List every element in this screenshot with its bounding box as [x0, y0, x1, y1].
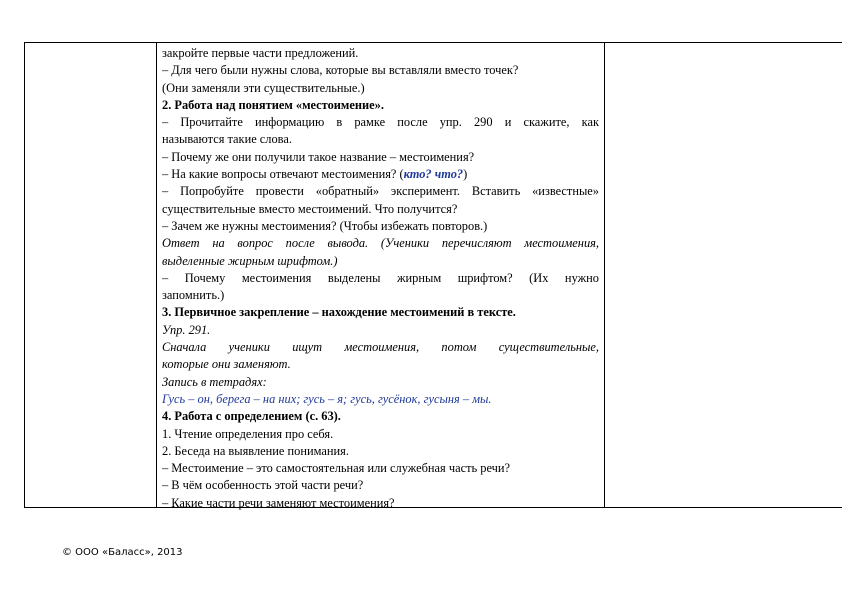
- copyright-footer: © ООО «Баласс», 2013: [62, 547, 183, 558]
- section-heading: 2. Работа над понятием «местоимение».: [162, 97, 384, 112]
- column-divider: [604, 43, 605, 507]
- lesson-content-cell: [162, 45, 599, 512]
- text-line: – Почему местоимения выделены жирным шрифтом? (Их нужно: [162, 270, 599, 285]
- text-line: – Прочитайте информацию в рамке после упр. 290 и скажите, как: [162, 115, 599, 130]
- text-segment: ): [463, 167, 468, 182]
- exercise-ref: Упр. 291.: [162, 322, 211, 337]
- section-heading: 3. Первичное закрепление – нахождение местоимений в тексте.: [162, 305, 516, 320]
- text-line: – В чём особенность этой части речи?: [162, 478, 364, 493]
- text-line: [162, 166, 599, 183]
- notebook-label: Запись в тетрадях:: [162, 374, 267, 389]
- text-line: 2. Беседа на выявление понимания.: [162, 443, 349, 458]
- text-line: 1. Чтение определения про себя.: [162, 426, 334, 441]
- question-words: кто? что?: [403, 167, 464, 182]
- teacher-note: Сначала ученики ищут местоимения, потом существительные,: [162, 340, 599, 355]
- notebook-record: Гусь – он, берега – на них; гусь – я; гусь, гусёнок, гусыня – мы.: [162, 391, 492, 406]
- section-heading: 4. Работа с определением (с. 63).: [162, 409, 341, 424]
- text-segment: – На какие вопросы отвечают местоимения? (: [162, 167, 404, 182]
- text-line: закройте первые части предложений.: [162, 46, 359, 60]
- text-line: существительные вместо местоимений. Что получится?: [162, 201, 458, 216]
- text-line: – Почему же они получили такое название – местоимения?: [162, 149, 475, 164]
- text-line: (Они заменяли эти существительные.): [162, 80, 365, 95]
- text-line: – Какие части речи заменяют местоимения?: [162, 495, 395, 510]
- teacher-note: выделенные жирным шрифтом.): [162, 253, 338, 268]
- lesson-table: [24, 42, 842, 508]
- text-line: называются такие слова.: [162, 132, 292, 147]
- text-line: – Для чего были нужны слова, которые вы вставляли вместо точек?: [162, 63, 519, 78]
- text-line: – Местоимение – это самостоятельная или служебная часть речи?: [162, 461, 510, 476]
- column-divider: [156, 43, 157, 507]
- text-line: – Попробуйте провести «обратный» эксперимент. Вставить «известные»: [162, 184, 599, 199]
- teacher-note: которые они заменяют.: [162, 357, 291, 372]
- text-line: – Зачем же нужны местоимения? (Чтобы избежать повторов.): [162, 218, 488, 233]
- teacher-note: Ответ на вопрос после вывода. (Ученики перечисляют местоимения,: [162, 236, 599, 251]
- text-line: запомнить.): [162, 288, 225, 303]
